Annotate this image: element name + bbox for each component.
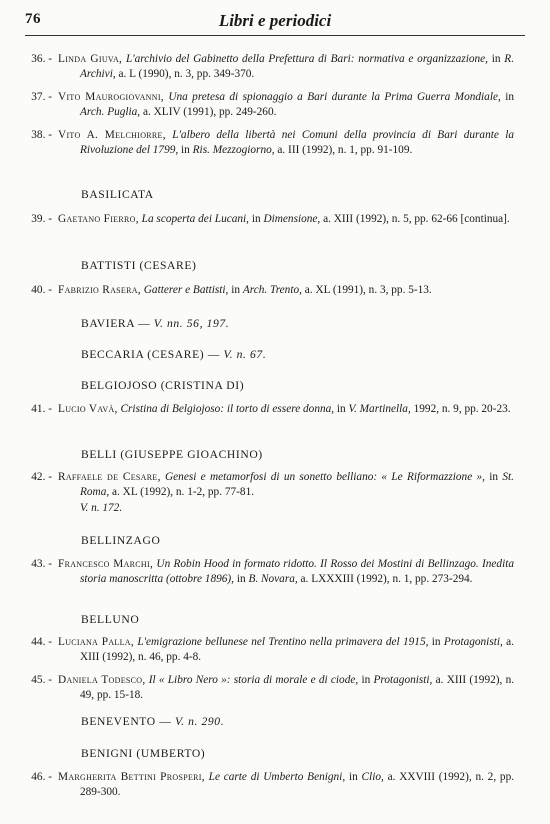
entry-author: Daniela Todesco, xyxy=(58,674,146,686)
entry-source: Protagonisti, xyxy=(443,636,503,648)
entry-author: Linda Giuva, xyxy=(58,53,123,65)
entry-source: Protagonisti, xyxy=(373,674,433,686)
entry-title: La scoperta dei Lucani, xyxy=(141,213,249,225)
entry-title: Le carte di Umberto Benigni, xyxy=(208,771,346,783)
running-title: Libri e periodici xyxy=(218,11,332,30)
entry-title: L'archivio del Gabinetto della Prefettura di Bari: normativa e organizzazione, xyxy=(125,53,488,65)
section-heading-basilicata: BASILICATA xyxy=(81,188,154,201)
entry-text xyxy=(58,402,514,417)
entry-text xyxy=(58,635,515,665)
xref-target: V. nn. 56, 197. xyxy=(153,317,230,330)
entry-in: in xyxy=(181,144,190,156)
section-heading-belli: BELLI (GIUSEPPE GIOACHINO) xyxy=(81,448,263,461)
section-heading-belluno: BELLUNO xyxy=(81,613,140,626)
entry-author: Raffaele de Cesare, xyxy=(58,471,161,483)
entry-in: in xyxy=(236,573,246,585)
entry-details: a. XIII (1992), n. 46, pp. 4-8. xyxy=(80,636,515,663)
entry-source: Arch. Trento, xyxy=(242,284,302,296)
section-heading-belgiojoso: BELGIOJOSO (CRISTINA DI) xyxy=(81,379,245,392)
entry-number: 46. - xyxy=(31,771,52,783)
entry-text xyxy=(58,128,515,158)
entry-author: Gaetano Fierro, xyxy=(58,213,139,225)
cross-reference-beccaria xyxy=(81,347,266,362)
entry-author: Lucio Vavà, xyxy=(58,403,118,415)
entry-number: 45. - xyxy=(31,674,52,686)
entry-number: 43. - xyxy=(31,558,52,570)
entry-source: R. Archivi, xyxy=(80,53,515,80)
entry-author: Francesco Marchi, xyxy=(58,558,154,570)
xref-target: V. n. 290. xyxy=(174,715,225,728)
entry-number: 39. - xyxy=(31,213,52,225)
entry-title: Gatterer e Battisti, xyxy=(143,284,229,296)
entry-details: a. XIII (1992), n. 49, pp. 15-18. xyxy=(80,674,515,701)
entry-in: in xyxy=(336,403,346,415)
entry-source: St. Roma, xyxy=(80,471,514,498)
entry-in: in xyxy=(491,53,501,65)
entry-details: a. XIII (1992), n. 5, pp. 62-66 [continua]. xyxy=(323,213,510,225)
xref-label: BAVIERA — xyxy=(81,317,151,330)
entry-details: a. XLIV (1991), pp. 249-260. xyxy=(142,106,277,118)
entry-in: in xyxy=(231,284,241,296)
entry-details: 1992, n. 9, pp. 20-23. xyxy=(413,403,511,415)
entry-source: Arch. Puglia, xyxy=(80,106,141,118)
entry-number: 37. - xyxy=(31,91,52,103)
entry-author: Vito A. Melchiorre, xyxy=(58,129,166,141)
entry-details: a. L (1990), n. 3, pp. 349-370. xyxy=(118,68,255,80)
header-rule xyxy=(25,35,525,36)
entry-title: L'emigrazione bellunese nel Trentino nella primavera del 1915, xyxy=(137,636,429,648)
entry-source: B. Novara, xyxy=(248,573,298,585)
entry-text xyxy=(58,673,515,703)
entry-text xyxy=(58,470,514,500)
section-heading-bellinzago: BELLINZAGO xyxy=(81,534,161,547)
entry-in: in xyxy=(361,674,371,686)
entry-source: Ris. Mezzogiorno, xyxy=(192,144,275,156)
entry-title: L'albero della libertà nei Comuni della provincia di Bari durante la Rivoluzione del 1799, xyxy=(80,129,515,156)
entry-number: 36. - xyxy=(31,53,52,65)
see-also-ref: V. n. 172. xyxy=(80,502,123,514)
entry-title: Cristina di Belgiojoso: il torto di essere donna, xyxy=(120,403,335,415)
cross-reference-benevento xyxy=(81,714,224,729)
entry-see-also xyxy=(80,501,514,516)
page-number: 76 xyxy=(25,11,41,27)
section-heading-benigni: BENIGNI (UMBERTO) xyxy=(81,747,206,760)
entry-author: Fabrizio Rasera, xyxy=(58,284,141,296)
entry-number: 42. - xyxy=(31,471,52,483)
entry-in: in xyxy=(348,771,358,783)
entry-in: in xyxy=(505,91,514,103)
entry-details: a. XL (1991), n. 3, pp. 5-13. xyxy=(304,284,432,296)
cross-reference-baviera xyxy=(81,316,229,331)
entry-details: a. XXVIII (1992), n. 2, pp. 289-300. xyxy=(80,771,515,798)
entry-details: a. III (1992), n. 1, pp. 91-109. xyxy=(277,144,413,156)
entry-title: Il « Libro Nero »: storia di morale e di ciode, xyxy=(148,674,359,686)
entry-text xyxy=(58,52,515,82)
entry-author: Vito Maurogiovanni, xyxy=(58,91,164,103)
entry-text xyxy=(58,212,514,227)
entry-text xyxy=(58,557,514,587)
entry-number: 40. - xyxy=(31,284,52,296)
section-heading-battisti: BATTISTI (CESARE) xyxy=(81,259,197,272)
entry-details: a. LXXXIII (1992), n. 1, pp. 273-294. xyxy=(300,573,473,585)
entry-source: Clio, xyxy=(361,771,384,783)
entry-in: in xyxy=(431,636,441,648)
entry-in: in xyxy=(251,213,261,225)
entry-details: a. XL (1992), n. 1-2, pp. 77-81. xyxy=(112,486,255,498)
entry-number: 41. - xyxy=(31,403,52,415)
entry-text xyxy=(58,90,514,120)
xref-label: BECCARIA (CESARE) — xyxy=(81,348,220,361)
entry-text xyxy=(58,770,515,800)
entry-title: Una pretesa di spionaggio a Bari durante la Prima Guerra Mondiale, xyxy=(168,91,501,103)
xref-label: BENEVENTO — xyxy=(81,715,172,728)
entry-number: 44. - xyxy=(31,636,52,648)
entry-text xyxy=(58,283,514,298)
entry-number: 38. - xyxy=(31,129,52,141)
entry-author: Luciana Palla, xyxy=(58,636,134,648)
entry-source: Dimensione, xyxy=(263,213,321,225)
entry-author: Margherita Bettini Prosperi, xyxy=(58,771,205,783)
entry-title: Un Robin Hood in formato ridotto. Il Rosso dei Mostini di Bellinzago. Inedita storia manoscritta (ottobre 1896), xyxy=(80,558,514,585)
entry-in: in xyxy=(489,471,499,483)
entry-title: Genesi e metamorfosi di un sonetto belliano: « Le Riformazzione », xyxy=(165,471,485,483)
entry-source: V. Martinella, xyxy=(348,403,411,415)
xref-target: V. n. 67. xyxy=(223,348,267,361)
